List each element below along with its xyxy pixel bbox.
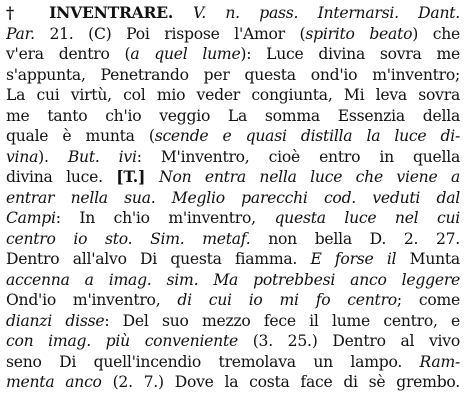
italic-text: di cui io mi fo centro [177,291,397,309]
entry-line [6,147,460,168]
italic-text: a quel lume [130,45,241,63]
bold-text: [T.] [116,167,160,186]
italic-text: V. n. pass. Internarsi. Dant. [192,4,460,22]
entry-line [6,249,460,270]
italic-text: spirito beato [305,24,413,43]
text-segment: : Del suo mezzo fece il lume centro, e [104,311,460,330]
text-segment: v'era dentro ( [6,45,131,63]
italic-text: menta anco [6,373,113,391]
text-segment: Ond'io m'inventro, [6,291,178,309]
entry-line [6,65,460,86]
entry-line [6,372,460,393]
text-segment: (3. 25.) Dentro al vivo [252,332,460,350]
italic-text: centro io sto. Sim. metaf. [6,229,269,248]
entry-line [6,3,460,24]
italic-text: scende e quasi distilla la luce di- [154,127,460,145]
entry-line [6,24,460,45]
entry-line [6,208,460,229]
entry-line [6,106,460,127]
italic-text: But. ivi [67,147,137,166]
italic-text: questa luce nel cui [274,209,460,227]
entry-line [6,188,460,209]
entry-line [6,85,460,106]
text-segment: Dentro all'alvo Di questa fiamma. [6,250,311,268]
text-segment: Munta [409,250,460,268]
text-segment: quale è munta ( [6,127,155,145]
text-segment: ) che [412,24,460,43]
text-segment: divina luce. [6,168,117,186]
text-segment: : M'inventro, cioè entro in quella [136,147,460,166]
entry-line [6,290,460,311]
text-segment: ; come [396,291,460,309]
text-segment: ): Luce divina sovra me [240,45,460,63]
text-segment: 21. (C) Poi rispose l'Amor ( [49,24,306,43]
text-segment: ). [38,147,68,166]
entry-line [6,44,460,65]
italic-text: entrar nella sua. Meglio parecchi cod. veduti dal [6,188,460,207]
italic-text: Campi [6,209,56,227]
entry-line [6,270,460,291]
italic-text: accenna a imag. sim. Ma potrebbesi anco leggere [6,270,460,289]
italic-text: Non entra nella luce che viene a [159,168,460,186]
text-segment: seno Di quell'incendio tremolava un lampo. [6,352,420,371]
entry-line [6,331,460,352]
entry-line [6,229,460,250]
entry-line [6,311,460,332]
text-segment: : In ch'io m'inventro, [55,209,275,227]
entry-line [6,352,460,373]
text-segment: s'appunta, Penetrando per questa ond'io m'inventro; [6,65,460,84]
italic-text: Ram- [419,352,460,371]
italic-text: vina [6,147,39,166]
text-segment: (2. 7.) Dove la costa face di sè grembo. [112,373,460,391]
text-segment: me tanto ch'io veggio La somma Essenzia della [6,106,460,125]
text-segment: non bella D. 2. 27. [268,229,460,248]
italic-text: con imag. più conveniente [6,332,253,350]
text-segment: La cui virtù, col mio veder congiunta, Mi leva sovra [6,86,460,104]
italic-text: dianzi disse [6,311,105,330]
italic-text: E forse il [310,250,410,268]
bold-text: † INVENTRARE. [6,3,193,22]
entry-line [6,126,460,147]
entry-line [6,167,460,188]
italic-text: Par. [6,24,50,43]
